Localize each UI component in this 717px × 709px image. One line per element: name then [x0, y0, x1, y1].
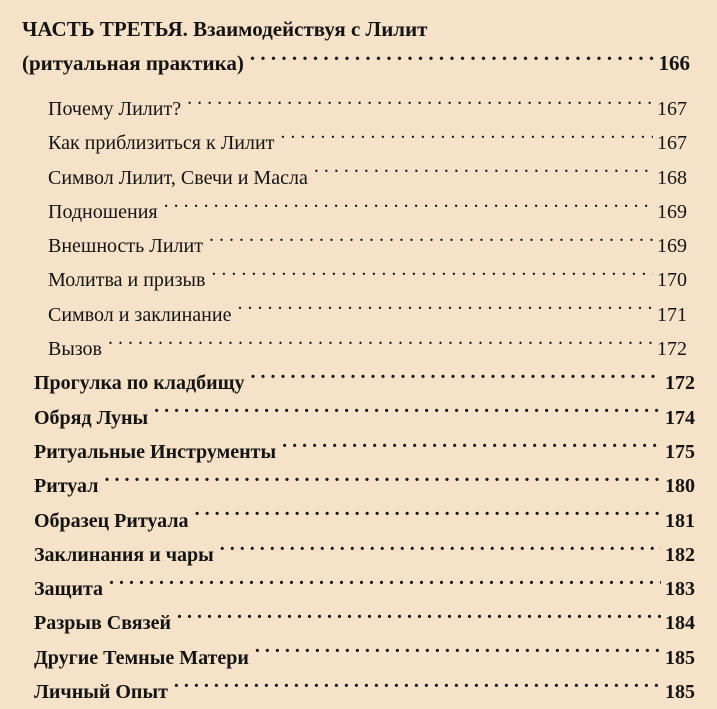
toc-entry[interactable] — [48, 92, 687, 126]
dot-leader — [280, 129, 653, 149]
page-number: 185 — [665, 681, 695, 704]
toc-entry[interactable] — [34, 504, 695, 538]
dot-leader — [109, 575, 661, 595]
part-subtitle: (ритуальная практика) — [22, 51, 244, 75]
toc-entry[interactable] — [48, 298, 687, 332]
toc-entry-title: Другие Темные Матери — [34, 646, 249, 669]
dot-leader — [314, 164, 653, 184]
page-number: 184 — [665, 612, 695, 635]
toc-entry[interactable] — [34, 366, 695, 400]
dot-leader — [108, 335, 653, 355]
dot-leader — [164, 198, 653, 218]
toc-entry-title: Символ Лилит, Свечи и Масла — [48, 166, 308, 189]
toc-entry[interactable] — [48, 161, 687, 195]
dot-leader — [177, 609, 661, 629]
page-number: 183 — [665, 578, 695, 601]
dot-leader — [220, 541, 661, 561]
toc-entry-title: Ритуальные Инструменты — [34, 440, 277, 463]
part-heading — [22, 12, 690, 80]
page-number: 175 — [665, 440, 695, 463]
toc-entry[interactable] — [48, 263, 687, 297]
toc-entry[interactable] — [34, 469, 695, 503]
toc-entry-title: Образец Ритуала — [34, 509, 189, 532]
dot-leader — [195, 507, 661, 527]
page-number: 167 — [657, 98, 687, 120]
dot-leader — [250, 49, 655, 70]
toc-entry-title: Почему Лилит? — [48, 98, 182, 120]
page-number: 181 — [665, 509, 695, 532]
toc-entry[interactable] — [48, 195, 687, 229]
dot-leader — [209, 232, 653, 252]
toc-entry[interactable] — [48, 332, 687, 366]
part-heading-line2 — [22, 46, 690, 80]
dot-leader — [282, 438, 661, 458]
toc-entry-title: Защита — [34, 578, 104, 601]
toc-entry[interactable] — [34, 538, 695, 572]
toc-entry-title: Подношения — [48, 200, 158, 223]
toc-entry-title: Прогулка по кладбищу — [34, 372, 245, 395]
toc-entry[interactable] — [34, 435, 695, 469]
toc-entry[interactable] — [34, 641, 695, 675]
page-number: 172 — [657, 338, 687, 361]
toc-entry[interactable] — [48, 126, 687, 160]
dot-leader — [251, 369, 662, 389]
page-number: 182 — [665, 543, 695, 566]
toc-entry[interactable] — [34, 675, 695, 709]
page-number: 167 — [657, 132, 687, 155]
dot-leader — [104, 472, 661, 492]
toc-entry-title: Разрыв Связей — [34, 612, 172, 635]
page-number: 171 — [657, 303, 687, 326]
toc-entry-title: Вызов — [48, 338, 103, 361]
dot-leader — [187, 95, 653, 115]
page-number: 174 — [665, 406, 695, 429]
toc-entry-title: Обряд Луны — [34, 406, 149, 429]
toc-entry[interactable] — [48, 229, 687, 263]
toc-entry-title: Молитва и призыв — [48, 269, 206, 292]
page-number: 185 — [665, 646, 695, 669]
dot-leader — [211, 266, 653, 286]
dot-leader — [154, 404, 661, 424]
page-number: 180 — [665, 475, 695, 498]
toc-entry-title: Заклинания и чары — [34, 543, 214, 566]
toc-entry-title: Как приблизиться к Лилит — [48, 132, 275, 155]
toc-entries — [0, 92, 717, 709]
dot-leader — [255, 644, 661, 664]
toc-entry-title: Ритуал — [34, 475, 99, 498]
page-number: 169 — [657, 200, 687, 223]
dot-leader — [174, 678, 661, 698]
toc-entry[interactable] — [34, 606, 695, 640]
toc-entry-title: Личный Опыт — [34, 681, 168, 704]
part-label: ЧАСТЬ ТРЕТЬЯ. — [22, 17, 188, 41]
page-number: 168 — [657, 166, 687, 189]
part-title: Взаимодействуя с Лилит — [193, 17, 428, 41]
toc-entry-title: Символ и заклинание — [48, 303, 232, 326]
toc-entry[interactable] — [34, 401, 695, 435]
toc-entry[interactable] — [34, 572, 695, 606]
page-number: 169 — [657, 235, 687, 258]
page-number: 172 — [665, 372, 695, 395]
page-number: 166 — [658, 51, 690, 75]
part-heading-line1 — [22, 12, 690, 46]
toc-entry-title: Внешность Лилит — [48, 235, 203, 258]
page-number: 170 — [657, 269, 687, 292]
dot-leader — [237, 301, 653, 321]
